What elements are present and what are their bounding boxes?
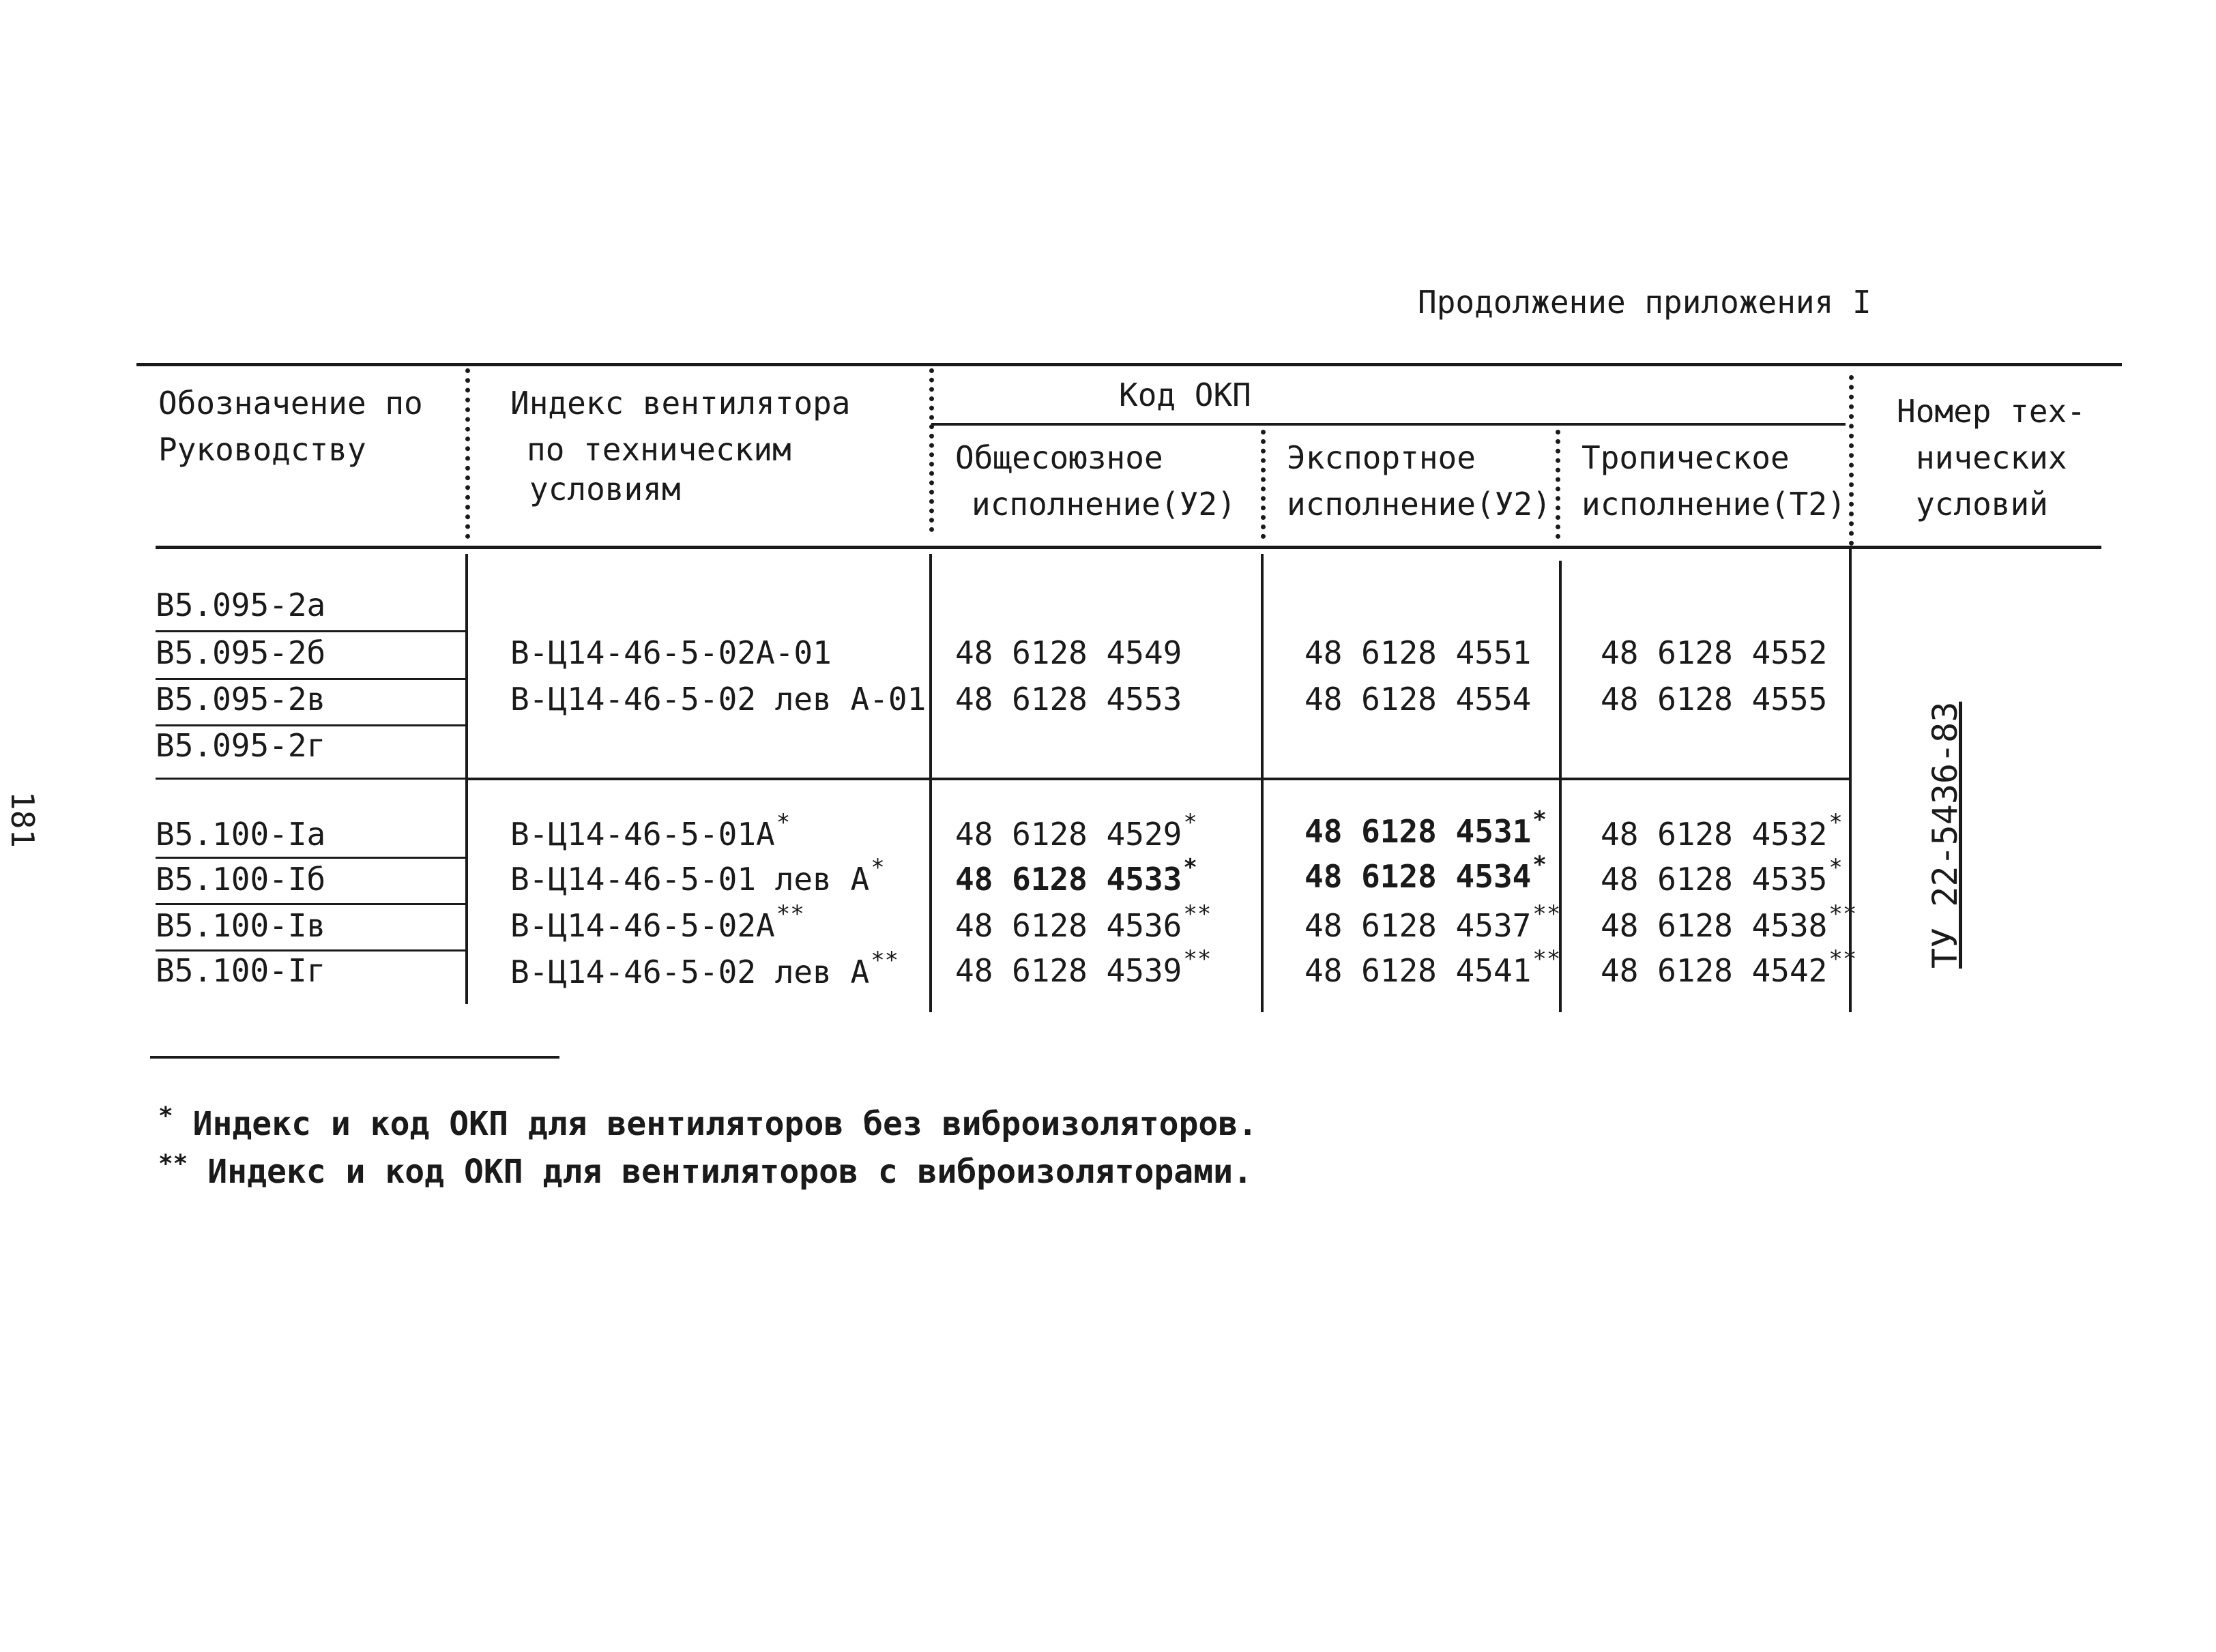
footnote-marker: ** [1828, 945, 1857, 973]
okp-union-cell: 48 6128 4553 [955, 681, 1182, 718]
designation-cell: B5.095-2a [156, 587, 326, 623]
designation-rule [156, 778, 465, 780]
footnote-marker: * [1828, 854, 1843, 881]
okp-export-cell: 48 6128 4541 [1304, 952, 1532, 989]
header-export-line1: Экспортное [1287, 439, 1476, 476]
designation-cell: B5.100-Iв [156, 907, 326, 944]
okp-union-cell: 48 6128 4549 [955, 634, 1182, 671]
header-sep-4 [1556, 430, 1560, 539]
group-separator [465, 778, 1850, 780]
footnote-marker: * [776, 809, 791, 836]
header-sep-2 [929, 368, 934, 532]
okp-union-cell: 48 6128 4536 [955, 907, 1182, 944]
okp-export-cell: 48 6128 4537 [1304, 907, 1532, 944]
header-tropical-line2: исполнение(Т2) [1581, 486, 1846, 522]
designation-cell: B5.100-Iг [156, 952, 326, 989]
header-index-line1: Индекс вентилятора [510, 385, 851, 422]
header-sep-3 [1261, 430, 1266, 539]
footnote-text: Индекс и код ОКП для вентиляторов без виброизоляторов. [192, 1105, 1258, 1143]
footnote-mark: ** [158, 1150, 188, 1178]
footnote-marker: * [1532, 851, 1547, 879]
footnote-marker: * [871, 854, 885, 881]
designation-cell: B5.100-Ia [156, 816, 326, 853]
okp-export-cell: 48 6128 4531 [1304, 813, 1532, 850]
header-index-line2: по техническим [527, 431, 791, 468]
header-index-line3: условиям [529, 471, 681, 507]
footnote [158, 1150, 1253, 1191]
header-bottom-rule [156, 546, 2101, 549]
okp-union-cell: 48 6128 4539 [955, 952, 1182, 989]
header-union-line1: Общесоюзное [955, 439, 1163, 476]
designation-cell: B5.095-2б [156, 634, 326, 671]
body-col-line-4 [1559, 561, 1562, 1012]
fan-index-cell: В-Ц14-46-5-02 лев А [510, 954, 870, 990]
okp-export-cell: 48 6128 4534 [1304, 858, 1532, 895]
header-sep-5 [1849, 375, 1854, 546]
footnote-marker: ** [1532, 900, 1561, 928]
table-top-rule [136, 363, 2122, 366]
header-tu-line3: условий [1916, 486, 2048, 522]
okp-tropical-cell: 48 6128 4552 [1601, 634, 1828, 671]
footnote-marker: ** [1828, 900, 1857, 928]
fan-index-cell: В-Ц14-46-5-02А [510, 907, 775, 944]
designation-cell: B5.095-2в [156, 681, 326, 718]
footnote-mark: * [158, 1102, 173, 1130]
okp-group-rule [931, 423, 1846, 426]
designation-rule [156, 903, 465, 905]
footnote-marker: ** [871, 947, 899, 974]
footnote-marker: ** [1183, 945, 1212, 973]
okp-tropical-cell: 48 6128 4538 [1601, 907, 1828, 944]
header-export-line2: исполнение(У2) [1287, 486, 1551, 522]
footnote-marker: * [1828, 809, 1843, 836]
fan-index-cell: В-Ц14-46-5-01А [510, 816, 775, 853]
header-designation-line2: Руководству [158, 431, 366, 468]
body-col-line-3 [1261, 554, 1264, 1012]
page-number: 181 [4, 791, 41, 849]
header-tropical-line1: Тропическое [1581, 439, 1790, 476]
body-col-line-2 [929, 554, 932, 1012]
footnote-text: Индекс и код ОКП для вентиляторов с виброизоляторами. [207, 1153, 1253, 1191]
header-okp-group: Код ОКП [1119, 377, 1251, 413]
header-tu-line2: нических [1916, 439, 2067, 476]
header-designation-line1: Обозначение по [158, 385, 423, 422]
okp-export-cell: 48 6128 4554 [1304, 681, 1532, 718]
tu-number: ТУ 22-5436-83 [1925, 701, 1965, 969]
continuation-title: Продолжение приложения I [1418, 284, 1871, 321]
designation-rule [156, 724, 465, 726]
footnote-marker: ** [1183, 900, 1212, 928]
okp-union-cell: 48 6128 4529 [955, 816, 1182, 853]
designation-cell: B5.100-Iб [156, 861, 326, 898]
designation-rule [156, 857, 465, 859]
fan-index-cell: В-Ц14-46-5-02 лев А-01 [510, 681, 927, 718]
okp-tropical-cell: 48 6128 4535 [1601, 861, 1828, 898]
okp-union-cell: 48 6128 4533 [955, 861, 1182, 898]
footnote-marker: ** [776, 900, 804, 928]
okp-tropical-cell: 48 6128 4532 [1601, 816, 1828, 853]
footnote-divider [150, 1056, 559, 1059]
designation-rule [156, 949, 465, 952]
designation-rule [156, 678, 465, 680]
footnote-marker: * [1532, 806, 1547, 834]
fan-index-cell: В-Ц14-46-5-01 лев А [510, 861, 870, 898]
footnote [158, 1102, 1258, 1143]
designation-cell: B5.095-2г [156, 727, 326, 764]
footnote-marker: * [1183, 854, 1197, 881]
okp-tropical-cell: 48 6128 4555 [1601, 681, 1828, 718]
fan-index-cell: В-Ц14-46-5-02А-01 [510, 634, 832, 671]
header-sep-1 [465, 368, 470, 539]
footnote-marker: * [1183, 809, 1197, 836]
footnote-marker: ** [1532, 945, 1561, 973]
okp-tropical-cell: 48 6128 4542 [1601, 952, 1828, 989]
header-tu-line1: Номер тех- [1897, 393, 2086, 430]
okp-export-cell: 48 6128 4551 [1304, 634, 1532, 671]
designation-rule [156, 630, 465, 632]
header-union-line2: исполнение(У2) [972, 486, 1236, 522]
